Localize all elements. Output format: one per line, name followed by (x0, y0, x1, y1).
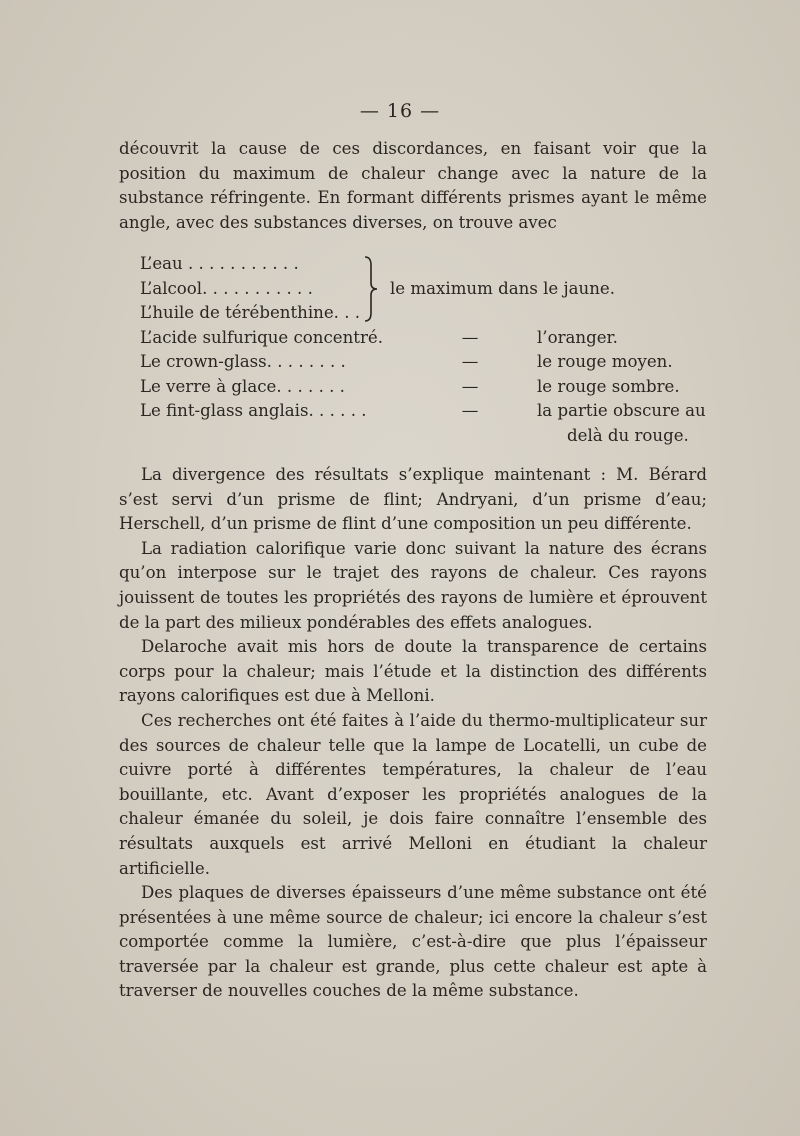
substance-name: L’acide sulfurique concentré. (140, 327, 383, 347)
substance-name: Le crown-glass. . . . . . . . (140, 352, 346, 371)
intro-text: découvrit la cause de ces discordances, en faisant voir que la position du maximum de chaleur change avec la nature de la substance réfringente. En formant différents prismes ayant le même angle, avec des substances diverses, on trouve avec (119, 139, 707, 232)
substance-result: le rouge sombre. (537, 376, 680, 396)
paragraph: La divergence des résultats s’explique maintenant : M. Bérard s’est servi d’un prisme de flint; Andryani, d’un prisme d’eau; Herschell, d’un prisme de flint d’une composition un peu différente. (119, 465, 707, 534)
substance-row (140, 326, 710, 351)
substance-row (140, 350, 710, 375)
substance-result: l’oranger. (537, 327, 618, 347)
substance-name: L’eau . . . . . . . . . . . (140, 254, 299, 273)
substance-result-continuation: delà du rouge. (567, 425, 689, 445)
substance-result: le rouge moyen. (537, 352, 673, 371)
substance-row (140, 301, 710, 326)
dash-separator: — (461, 376, 479, 396)
substance-row (140, 252, 710, 277)
substance-name: Le verre à glace. . . . . . . (140, 376, 345, 396)
paragraph: Delaroche avait mis hors de doute la transparence de certains corps pour la chaleur; mais l’étude et la distinction des différents rayons calorifiques est due à Melloni. (119, 637, 707, 706)
substance-row-continuation (140, 424, 710, 449)
paragraph: La radiation calorifique varie donc suivant la nature des écrans qu’on interpose sur le trajet des rayons de chaleur. Ces rayons jouissent de toutes les propriétés des rayons de lumière et éprouvent de la part des milieux pondérables des effets analogues. (119, 538, 707, 632)
body-text (119, 463, 707, 1004)
intro-paragraph (119, 137, 707, 235)
substance-name: L’alcool. . . . . . . . . . . (140, 278, 313, 298)
substance-result: la partie obscure au (537, 401, 706, 420)
dash-separator: — (461, 352, 479, 371)
substance-name: L’huile de térébenthine. . . (140, 303, 361, 322)
substance-row (140, 399, 710, 424)
grouped-result: le maximum dans le jaune. (390, 278, 616, 298)
paragraph: Ces recherches ont été faites à l’aide du thermo-multiplicateur sur des sources de chaleur telle que la lampe de Locatelli, un cube de cuivre porté à différentes températures, la chaleur de l’eau bouillante, etc. Avant d’exposer les propriétés analogues de la chaleur émanée du soleil, je dois faire connaître l’ensemble des résultats auxquels est arrivé Melloni en étudiant la chaleur artificielle. (119, 710, 707, 878)
substance-row (140, 375, 710, 400)
dash-separator: — (461, 401, 479, 420)
page-number: — 16 — (359, 100, 441, 122)
substance-name: Le fint-glass anglais. . . . . . (140, 401, 367, 420)
dash-separator: — (461, 327, 479, 347)
grouping-brace-icon (362, 255, 380, 323)
substance-list (140, 252, 710, 448)
paragraph: Des plaques de diverses épaisseurs d’une même substance ont été présentées à une même source de chaleur; ici encore la chaleur s’est comportée comme la lumière, c’est-à-dire que plus l’épaisseur traversée par la chaleur est grande, plus cette chaleur est apte à traverser de nouvelles couches de la même substance. (119, 883, 707, 1001)
